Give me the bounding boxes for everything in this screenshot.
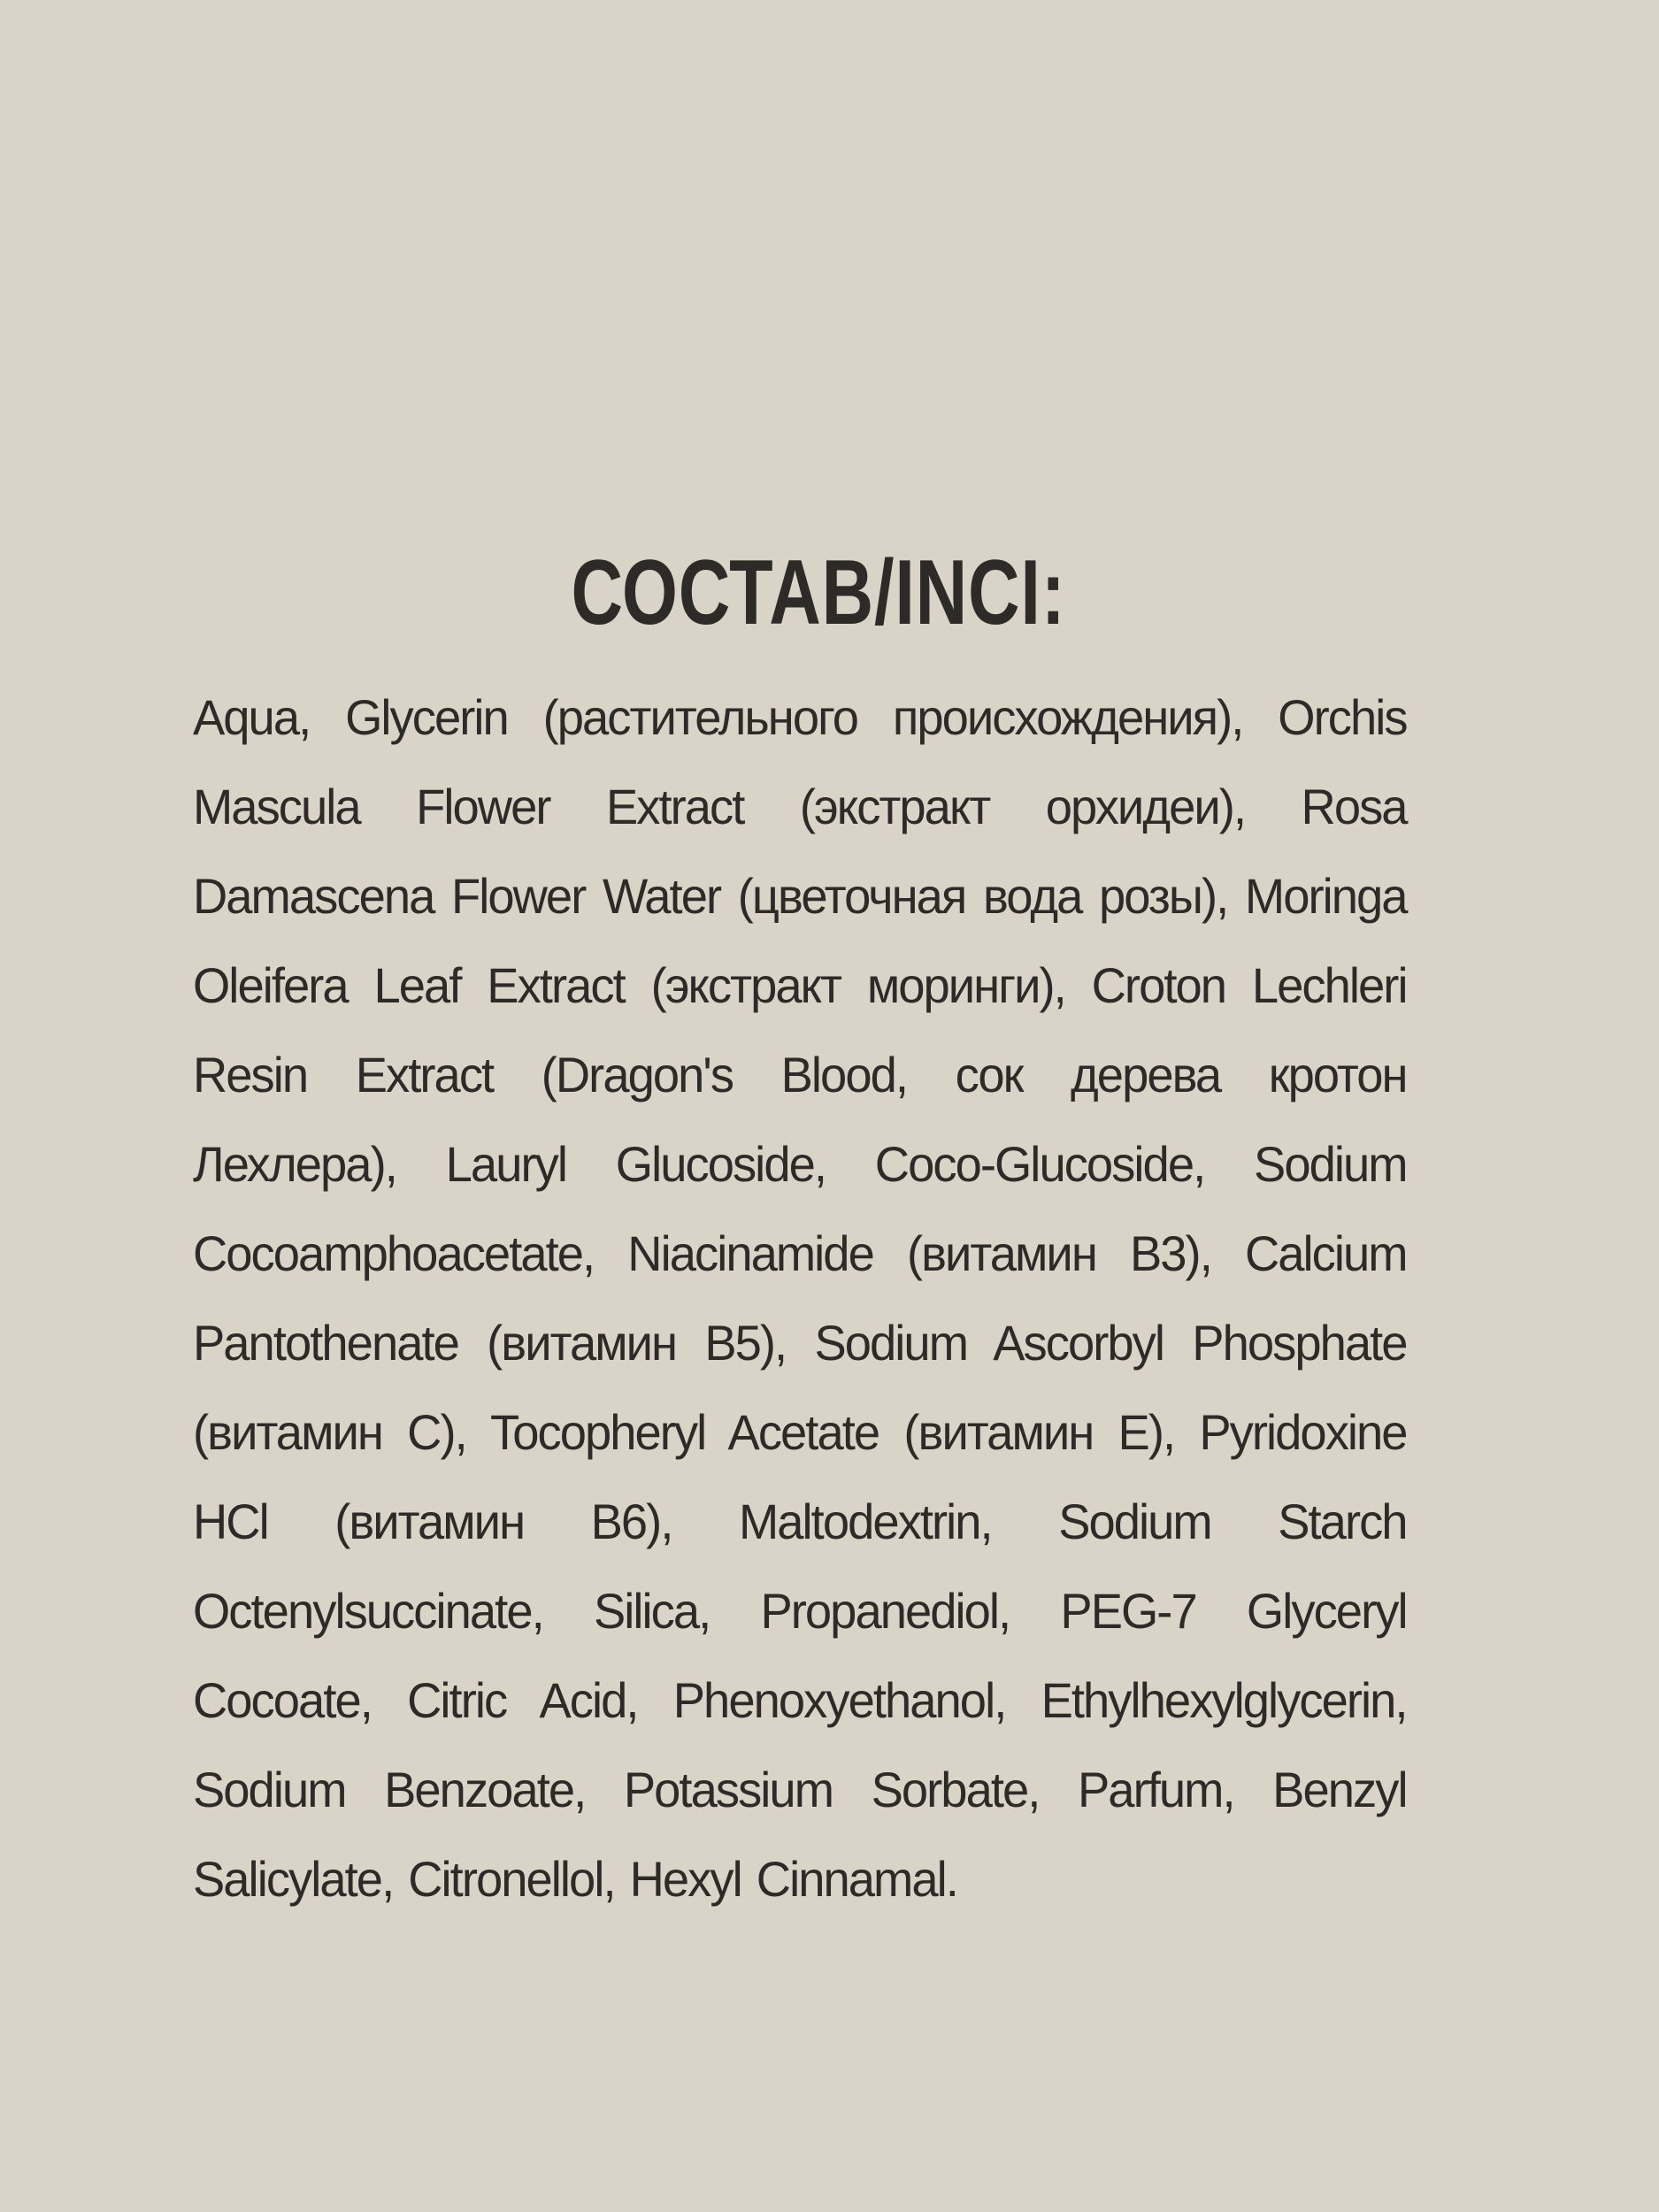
- ingredients-heading: СОСТАВ/INCI:: [571, 541, 1066, 644]
- ingredients-list: Aqua, Glycerin (растительного происхождения), Orchis Mascula Flower Extract (экстракт орхидеи), Rosa Damascena Flower Water (цветочная вода розы), Moringa Oleifera Leaf Extract (экстракт моринги), Croton Lechleri Resin Extract (Dragon's Blood, сок дерева кротон Лехлера), Lauryl Glucoside, Coco-Glucoside, Sodium Cocoamphoacetate, Niacinamide (витамин B3), Calcium Pantothenate (витамин B5), Sodium Ascorbyl Phosphate (витамин C), Tocopheryl Acetate (витамин E), Pyridoxine HCl (витамин B6), Maltodextrin, Sodium Starch Octenylsuccinate, Silica, Propanediol, PEG-7 Glyceryl Cocoate, Citric Acid, Phenoxyethanol, Ethylhexylglycerin, Sodium Benzoate, Potassium Sorbate, Parfum, Benzyl Salicylate, Citronellol, Hexyl Cinnamal.: [193, 689, 1407, 1907]
- ingredients-panel: [193, 531, 1444, 1924]
